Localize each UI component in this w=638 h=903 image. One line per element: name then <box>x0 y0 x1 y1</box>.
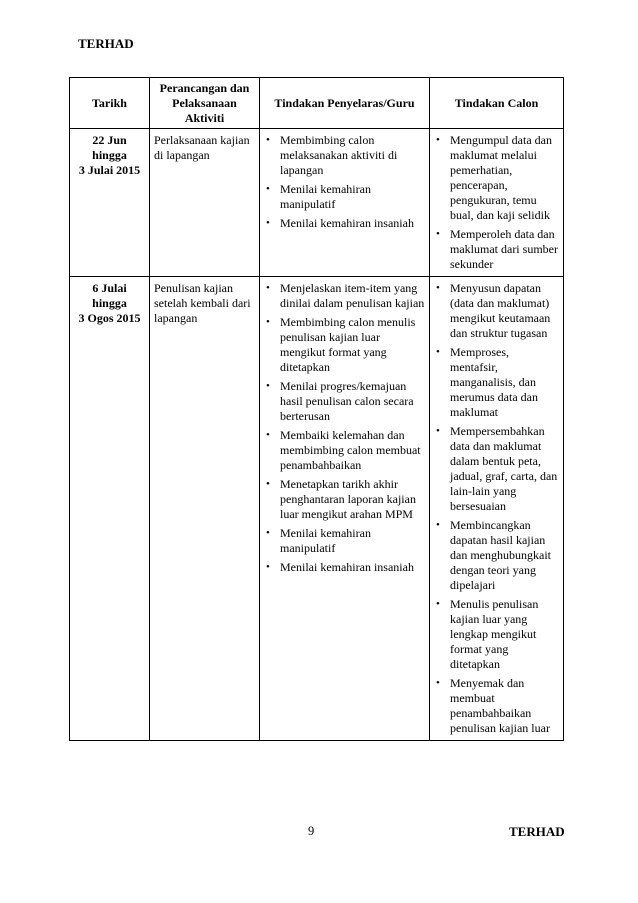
list-item-text: Menulis penulisan kajian luar yang lengkap mengikut format yang ditetapkan <box>450 597 539 671</box>
list-item <box>264 428 425 473</box>
list-item-text: Menetapkan tarikh akhir penghantaran laporan kajian luar mengikut arahan MPM <box>280 477 416 521</box>
bullet-icon: • <box>266 478 270 490</box>
activity-table <box>69 77 564 741</box>
list-item-text: Membimbing calon menulis penulisan kajian luar mengikut format yang ditetapkan <box>280 315 416 374</box>
list-item-text: Menilai kemahiran manipulatif <box>280 526 371 555</box>
candidate-list <box>434 133 559 272</box>
header-classification: TERHAD <box>78 36 134 51</box>
date-connector: hingga <box>92 296 127 310</box>
bullet-icon: • <box>266 429 270 441</box>
list-item-text: Membincangkan dapatan hasil kajian dan menghubungkait dengan teori yang dipelajari <box>450 518 551 592</box>
bullet-icon: • <box>266 527 270 539</box>
list-item-text: Membimbing calon melaksanakan aktiviti di lapangan <box>280 133 398 177</box>
list-item <box>264 379 425 424</box>
list-item <box>264 216 425 231</box>
date-start: 22 Jun <box>92 133 127 147</box>
list-item-text: Menyemak dan membuat penambahbaikan penulisan kajian luar <box>450 676 550 735</box>
table-row <box>70 129 564 277</box>
coordinator-cell <box>260 277 430 741</box>
date-cell <box>70 277 150 741</box>
bullet-icon: • <box>266 134 270 146</box>
list-item <box>434 597 559 672</box>
coordinator-cell <box>260 129 430 277</box>
list-item <box>264 281 425 311</box>
bullet-icon: • <box>266 183 270 195</box>
coordinator-list <box>264 133 425 231</box>
list-item-text: Memproses, mentafsir, manganalisis, dan merumus data dan maklumat <box>450 345 538 419</box>
bullet-icon: • <box>266 380 270 392</box>
bullet-icon: • <box>436 282 440 294</box>
list-item-text: Menjelaskan item-item yang dinilai dalam penulisan kajian <box>280 281 425 310</box>
list-item <box>264 526 425 556</box>
table-header-row <box>70 78 564 129</box>
list-item <box>264 477 425 522</box>
header-coordinator: Tindakan Penyelaras/Guru <box>260 78 430 129</box>
plan-cell: Penulisan kajian setelah kembali dari lapangan <box>150 277 260 741</box>
list-item <box>434 227 559 272</box>
list-item <box>264 315 425 375</box>
date-end: 3 Julai 2015 <box>78 163 141 177</box>
list-item <box>434 424 559 514</box>
list-item <box>264 182 425 212</box>
bullet-icon: • <box>436 519 440 531</box>
header-plan: Perancangan dan Pelaksanaan Aktiviti <box>150 78 260 129</box>
coordinator-list <box>264 281 425 575</box>
footer-classification: TERHAD <box>509 824 565 839</box>
date-start: 6 Julai <box>92 281 127 295</box>
list-item <box>434 676 559 736</box>
header-date: Tarikh <box>70 78 150 129</box>
list-item-text: Menilai kemahiran insaniah <box>280 560 414 574</box>
date-connector: hingga <box>92 148 127 162</box>
candidate-cell <box>430 129 564 277</box>
list-item-text: Menyusun dapatan (data dan maklumat) mengikut keutamaan dan struktur tugasan <box>450 281 551 340</box>
candidate-list <box>434 281 559 736</box>
list-item <box>264 560 425 575</box>
list-item-text: Membaiki kelemahan dan membimbing calon membuat penambahbaikan <box>280 428 421 472</box>
list-item <box>434 281 559 341</box>
bullet-icon: • <box>266 561 270 573</box>
list-item <box>434 518 559 593</box>
bullet-icon: • <box>436 598 440 610</box>
bullet-icon: • <box>436 425 440 437</box>
list-item-text: Menilai kemahiran insaniah <box>280 216 414 230</box>
list-item-text: Menilai kemahiran manipulatif <box>280 182 371 211</box>
bullet-icon: • <box>266 316 270 328</box>
date-cell <box>70 129 150 277</box>
bullet-icon: • <box>436 677 440 689</box>
list-item-text: Mempersembahkan data dan maklumat dalam bentuk peta, jadual, graf, carta, dan lain-lain yang bersesuaian <box>450 424 558 513</box>
date-end: 3 Ogos 2015 <box>78 311 141 325</box>
bullet-icon: • <box>436 134 440 146</box>
bullet-icon: • <box>436 346 440 358</box>
bullet-icon: • <box>436 228 440 240</box>
list-item-text: Mengumpul data dan maklumat melalui pemerhatian, pencerapan, pengukuran, temu bual, dan kaji selidik <box>450 133 552 222</box>
page-number: 9 <box>308 824 315 838</box>
list-item <box>434 345 559 420</box>
plan-cell: Perlaksanaan kajian di lapangan <box>150 129 260 277</box>
list-item <box>264 133 425 178</box>
bullet-icon: • <box>266 282 270 294</box>
table-row <box>70 277 564 741</box>
candidate-cell <box>430 277 564 741</box>
header-candidate: Tindakan Calon <box>430 78 564 129</box>
bullet-icon: • <box>266 217 270 229</box>
list-item <box>434 133 559 223</box>
list-item-text: Menilai progres/kemajuan hasil penulisan calon secara berterusan <box>280 379 414 423</box>
list-item-text: Memperoleh data dan maklumat dari sumber sekunder <box>450 227 558 271</box>
